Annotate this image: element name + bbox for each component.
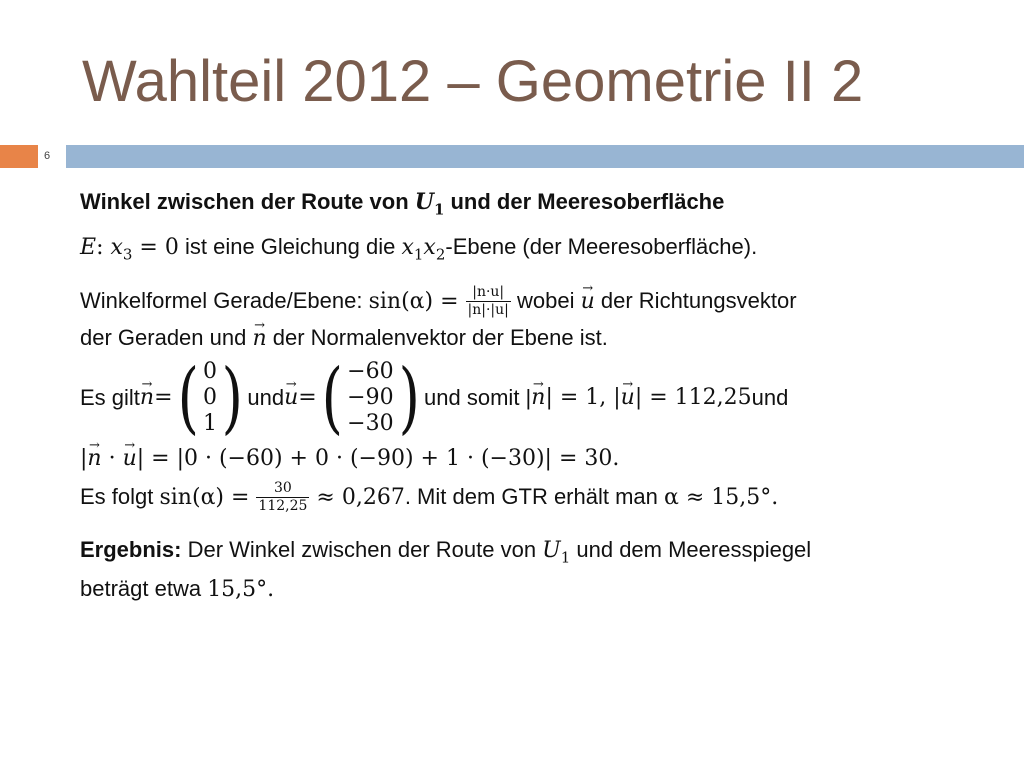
plane-equation-line: E: $x_3 = 0$ ist eine Gleichung die $x_1x_2$-Ebene (der Meeresoberfläche). bbox=[80, 234, 758, 264]
angle-formula-line: Winkelformel Gerade/Ebene: sin(α) = $\frac{|n\cdot u|}{|n|\cdot|u|}$ wobei → u der Richtungsvektor bbox=[80, 281, 980, 322]
slide-content bbox=[80, 186, 980, 606]
result-fraction: $\frac{30}{112,25}$ bbox=[258, 480, 308, 515]
vector-u: ( −60 −90 −30 ) bbox=[321, 352, 420, 443]
result-sin-line: Es folgt sin(α) = $\frac{30}{112,25}$ ≈ 0,267. Mit dem GTR erhält man α ≈ 15,5°. bbox=[80, 480, 779, 515]
formula-fraction: $\frac{|n\cdot u|}{|n|\cdot|u|}$ bbox=[467, 284, 509, 319]
slide-number-bar bbox=[0, 145, 38, 168]
result-line: Ergebnis: Der Winkel zwischen der Route von $U_1$ und dem Meeresspiegel bbox=[80, 536, 812, 567]
slide-title: Wahlteil 2012 – Geometrie II 2 bbox=[82, 49, 864, 114]
section-heading: Winkel zwischen der Route von $U_1$ und der Meeresoberfläche bbox=[80, 189, 725, 219]
vector-n: ( 0 0 1 ) bbox=[177, 352, 243, 443]
angle-formula-line-2: der Geraden und → n der Normalenvektor der Ebene ist. bbox=[80, 322, 980, 355]
result-line-2: beträgt etwa 15,5°. bbox=[80, 576, 275, 603]
vectors-line: Es gilt → n = ( 0 0 1 ) und → u = ( −60 −90 −30 ) und somit | → n | = 1, | → u | = 112,25 und bbox=[80, 355, 980, 441]
dot-product-line: |→ n · → u| = |0 · (−60) + 0 · (−90) + 1 · (−30)| = 30. bbox=[80, 443, 980, 475]
slide-number: 6 bbox=[43, 150, 51, 162]
header-bar bbox=[66, 145, 1024, 168]
